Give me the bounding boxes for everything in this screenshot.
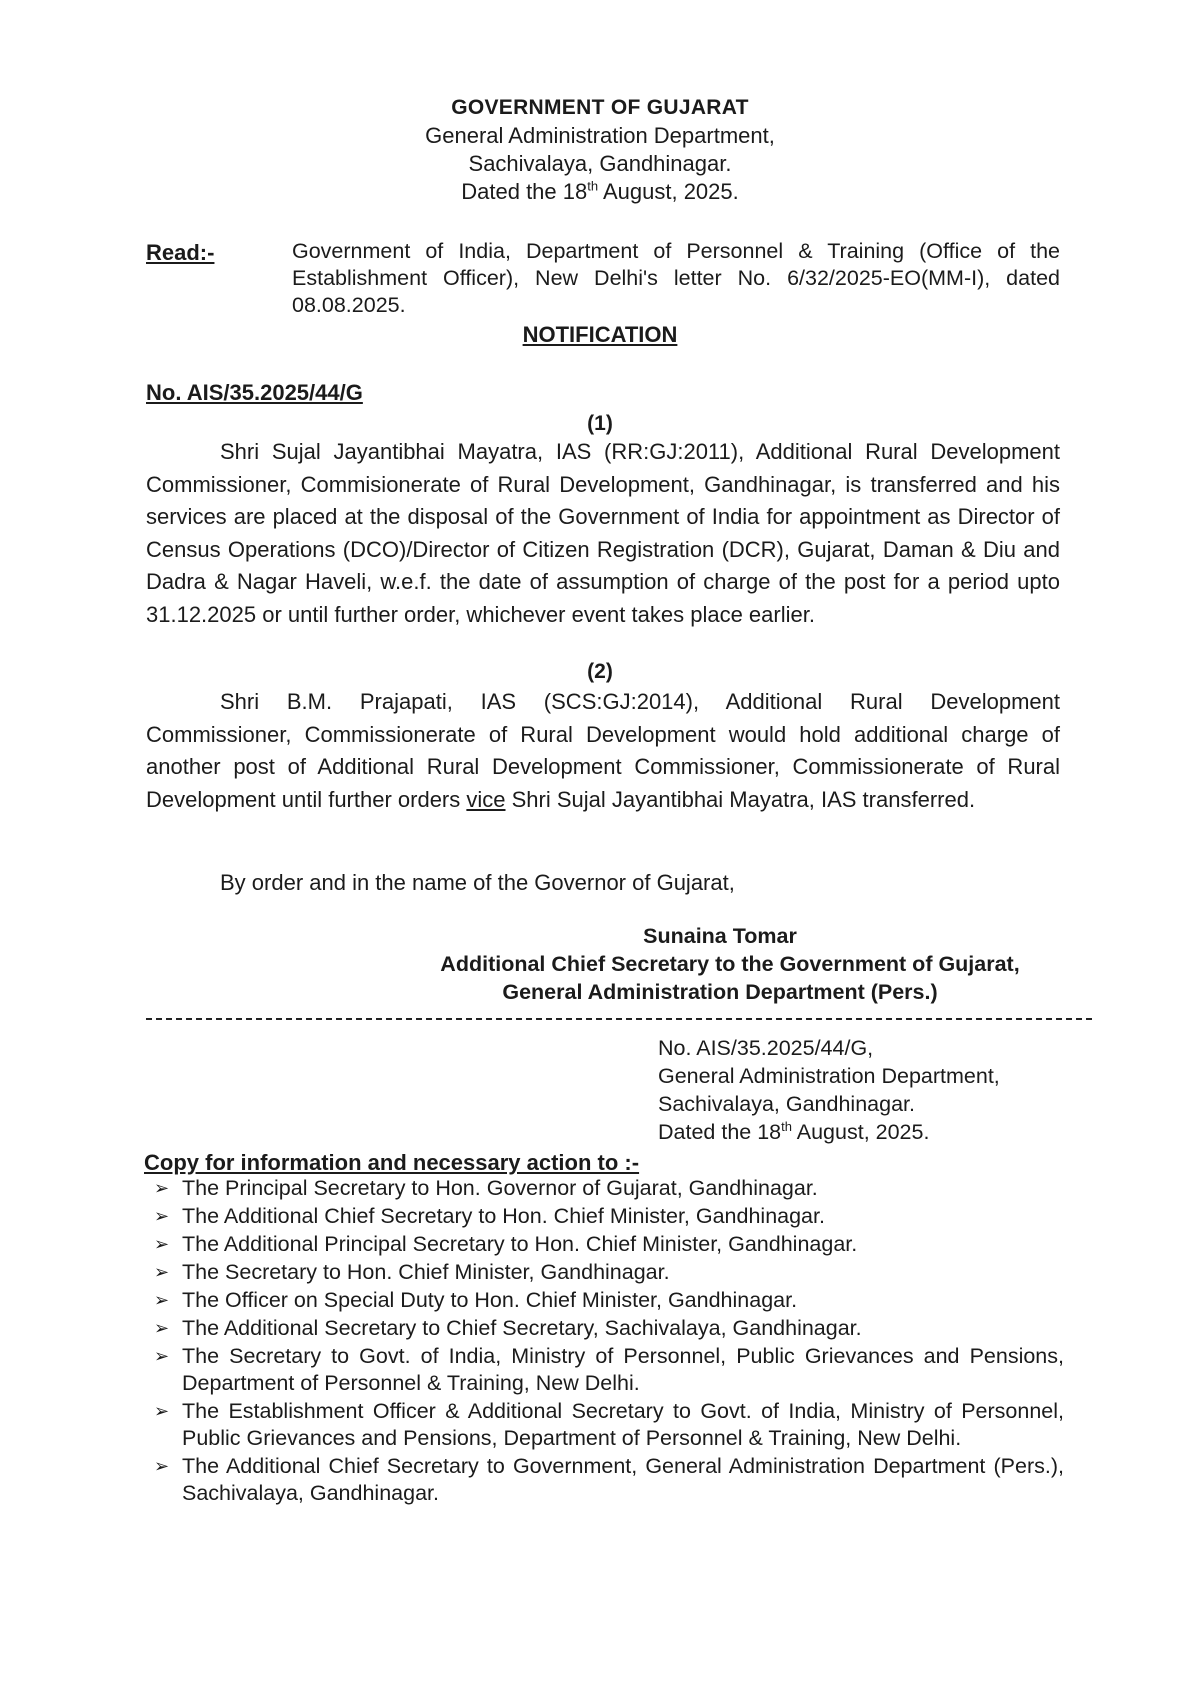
arrow-bullet-icon: ➢ [154, 1234, 170, 1254]
reference-place: Sachivalaya, Gandhinagar. [658, 1092, 915, 1116]
signatory-role-2: General Administration Department (Pers.) [502, 980, 938, 1004]
notification-title: NOTIFICATION [522, 322, 678, 347]
reference-date-suffix: August, 2025. [791, 1120, 930, 1144]
arrow-bullet-icon: ➢ [154, 1346, 170, 1366]
paragraph-2-text-after: Shri Sujal Jayantibhai Mayatra, IAS transferred. [505, 786, 976, 812]
reference-date [658, 1118, 1000, 1146]
arrow-bullet-icon: ➢ [154, 1206, 170, 1226]
governor-line: By order and in the name of the Governor of Gujarat, [220, 870, 735, 895]
department-line: General Administration Department, [425, 123, 775, 148]
list-item [154, 1231, 1064, 1258]
list-item-text: The Secretary to Hon. Chief Minister, Gandhinagar. [182, 1260, 670, 1284]
arrow-bullet-icon: ➢ [154, 1290, 170, 1310]
list-item-text: The Additional Secretary to Chief Secretary, Sachivalaya, Gandhinagar. [182, 1316, 862, 1340]
list-item [154, 1175, 1064, 1202]
read-label: Read:- [146, 240, 215, 265]
list-item [154, 1259, 1064, 1286]
reference-block [658, 1034, 1000, 1146]
read-text: Government of India, Department of Personnel & Training (Office of the Establishment Officer), New Delhi's letter No. 6/32/2025-EO(MM-I), dated 08.08.2025. [292, 239, 1060, 317]
arrow-bullet-icon: ➢ [154, 1318, 170, 1338]
list-item [154, 1203, 1064, 1230]
paragraph-1: Shri Sujal Jayantibhai Mayatra, IAS (RR:GJ:2011), Additional Rural Development Commissioner, Commisionerate of Rural Development, Gandhinagar, is transferred and his services are placed at the disposal of the Government of India for appointment as Director of Census Operations (DCO)/Director of Citizen Registration (DCR), Gujarat, Daman & Diu and Dadra & Nagar Haveli, w.e.f. the date of assumption of charge of the post for a period upto 31.12.2025 or until further order, whichever event takes place earlier. [146, 439, 1060, 627]
date-prefix: Dated the 18 [461, 179, 588, 204]
dashed-divider [146, 1018, 1092, 1020]
list-item-text: The Additional Principal Secretary to Hon. Chief Minister, Gandhinagar. [182, 1232, 858, 1256]
reference-date-sup: th [781, 1118, 792, 1134]
arrow-bullet-icon: ➢ [154, 1262, 170, 1282]
list-item [154, 1343, 1064, 1397]
list-item [154, 1453, 1064, 1507]
list-item [154, 1398, 1064, 1452]
place-line: Sachivalaya, Gandhinagar. [468, 151, 732, 176]
notification-number: No. AIS/35.2025/44/G [146, 380, 363, 405]
copy-title: Copy for information and necessary action to :- [144, 1150, 640, 1175]
paragraph-2-text-before: Shri B.M. Prajapati, IAS (SCS:GJ:2014), Additional Rural Development Commissioner, Commissionerate of Rural Development would hold additional charge of another post of Additional Rural Development Commissioner, Commissionerate of Rural Development until further orders [146, 689, 1060, 812]
signatory-name: Sunaina Tomar [643, 924, 797, 948]
list-item-text: The Officer on Special Duty to Hon. Chief Minister, Gandhinagar. [182, 1288, 798, 1312]
date-suffix: August, 2025. [598, 179, 739, 204]
date-sup: th [587, 178, 599, 194]
government-title: GOVERNMENT OF GUJARAT [451, 96, 749, 119]
arrow-bullet-icon: ➢ [154, 1401, 170, 1421]
paragraph-2-label: (2) [587, 660, 613, 683]
list-item-text: The Secretary to Govt. of India, Ministry of Personnel, Public Grievances and Pensions, Department of Personnel & Training, New Delhi. [182, 1344, 1064, 1395]
list-item-text: The Establishment Officer & Additional Secretary to Govt. of India, Ministry of Personnel, Public Grievances and Pensions, Department of Personnel & Training, New Delhi. [182, 1399, 1064, 1450]
list-item [154, 1287, 1064, 1314]
arrow-bullet-icon: ➢ [154, 1178, 170, 1198]
paragraph-1-label: (1) [587, 412, 613, 435]
date-line [300, 178, 900, 206]
list-item-text: The Principal Secretary to Hon. Governor of Gujarat, Gandhinagar. [182, 1176, 818, 1200]
reference-number: No. AIS/35.2025/44/G, [658, 1036, 874, 1060]
list-item-text: The Additional Chief Secretary to Government, General Administration Department (Pers.), Sachivalaya, Gandhinagar. [182, 1454, 1064, 1505]
list-item [154, 1315, 1064, 1342]
paragraph-2 [146, 686, 1060, 816]
copy-list [154, 1175, 1064, 1508]
reference-department: General Administration Department, [658, 1064, 1000, 1088]
reference-date-prefix: Dated the 18 [658, 1120, 782, 1144]
arrow-bullet-icon: ➢ [154, 1456, 170, 1476]
list-item-text: The Additional Chief Secretary to Hon. Chief Minister, Gandhinagar. [182, 1204, 825, 1228]
signatory-block [380, 922, 1080, 1006]
vice-word: vice [466, 786, 506, 812]
document-header [300, 94, 900, 206]
signatory-role-1: Additional Chief Secretary to the Government of Gujarat, [440, 952, 1020, 976]
